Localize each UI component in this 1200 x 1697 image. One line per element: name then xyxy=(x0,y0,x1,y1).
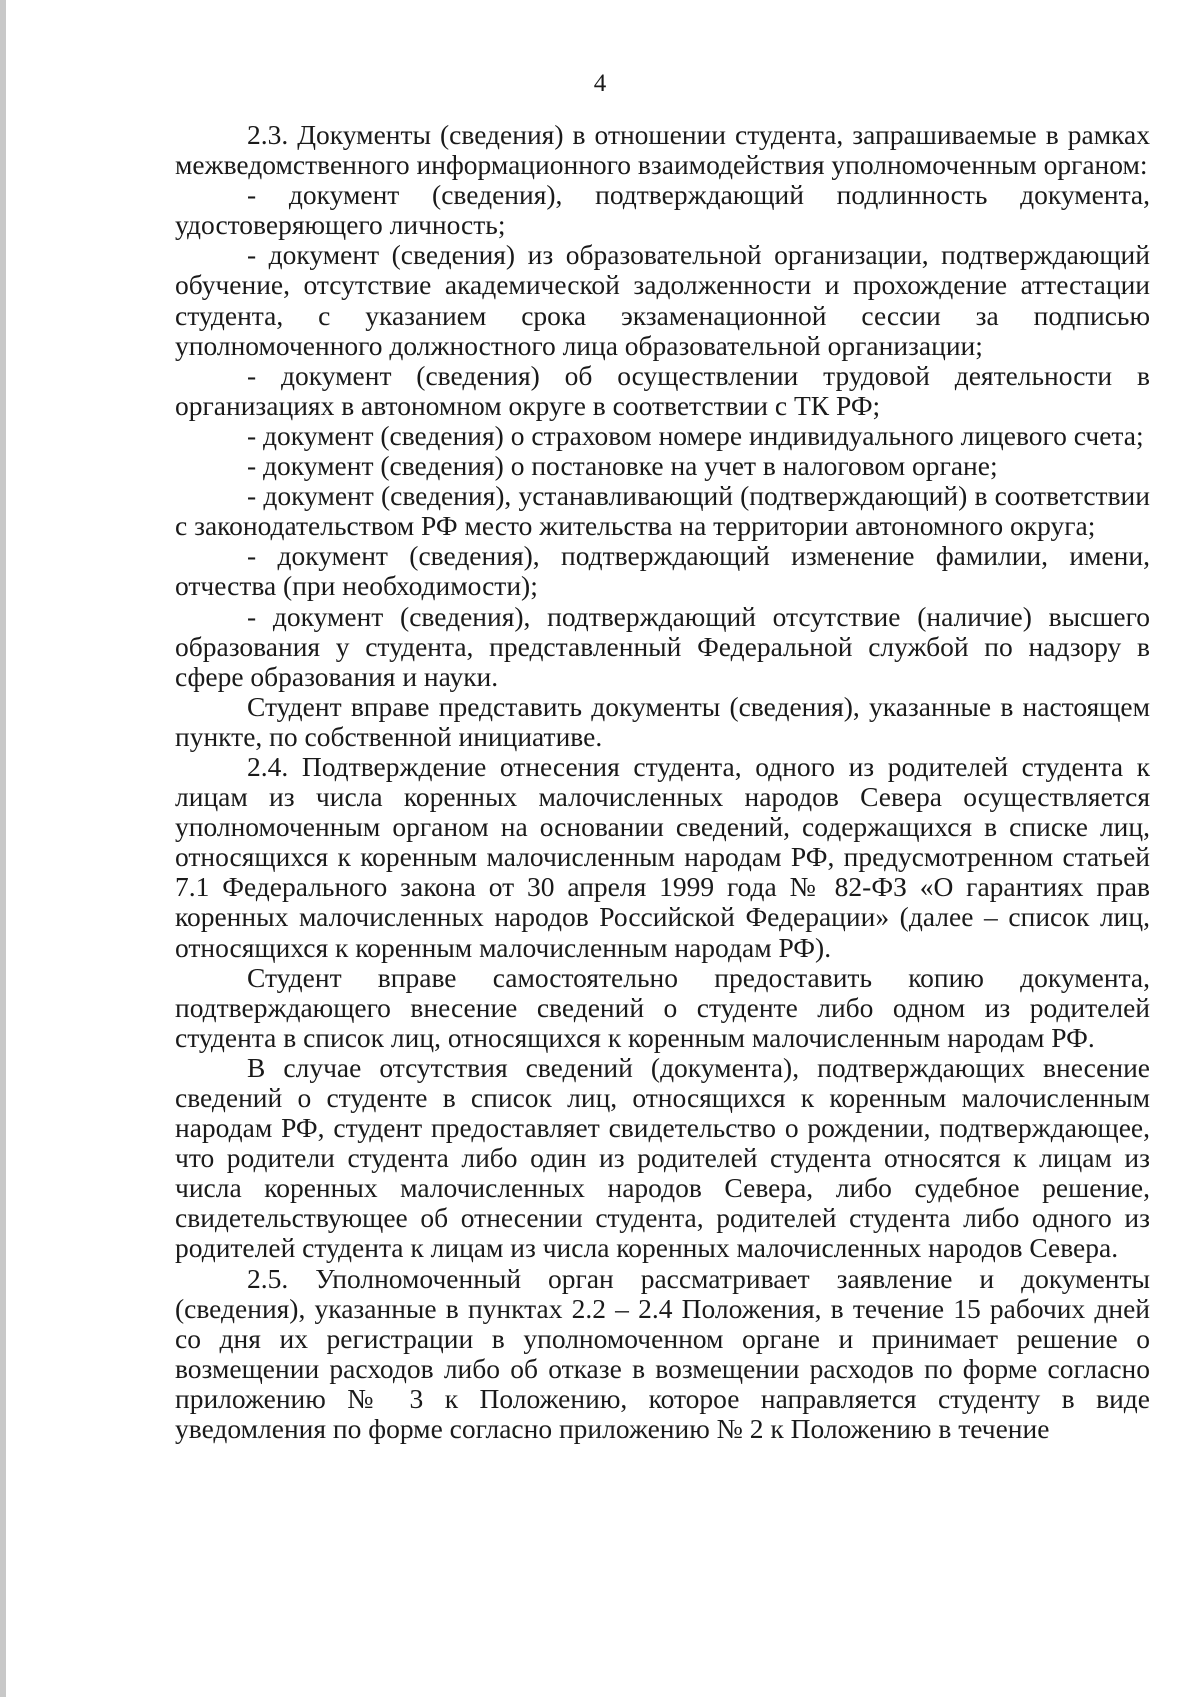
list-item-education-document: - документ (сведения) из образовательной организации, подтверждающий обучение, отсутствие академической задолженности и прохождение аттестации студента, с указанием срока экзаменационной сессии за подписью уполномоченного должностного лица образовательной организации; xyxy=(175,239,1150,361)
paragraph-2-3-intro: 2.3. Документы (сведения) в отношении студента, запрашиваемые в рамках межведомственного информационного взаимодействия уполномоченным органом: xyxy=(175,119,1150,181)
document-body xyxy=(175,120,1150,1444)
page-left-edge xyxy=(0,0,6,1697)
page-number: 4 xyxy=(593,70,607,97)
list-item-tax-registration-document: - документ (сведения) о постановке на учет в налоговом органе; xyxy=(247,450,998,482)
list-item-identity-document: - документ (сведения), подтверждающий подлинность документа, удостоверяющего личность; xyxy=(175,179,1150,241)
paragraph-student-initiative: Студент вправе представить документы (сведения), указанные в настоящем пункте, по собственной инициативе. xyxy=(175,690,1150,752)
paragraph-absence-of-records: В случае отсутствия сведений (документа), подтверждающих внесение сведений о студенте в список лиц, относящихся к коренным малочисленным народам РФ, студент предоставляет свидетельство о рождении, подтверждающее, что родители студента либо один из родителей студента относятся к лицам из числа коренных малочисленных народов Севера, либо судебное решение, свидетельствующее об отнесении студента, родителей студента либо одного из родителей студента к лицам из числа коренных малочисленных народов Севера. xyxy=(175,1051,1150,1264)
list-item-residence-document: - документ (сведения), устанавливающий (подтверждающий) в соответствии с законодательством РФ место жительства на территории автономного округа; xyxy=(175,480,1150,542)
list-item-name-change-document: - документ (сведения), подтверждающий изменение фамилии, имени, отчества (при необходимости); xyxy=(175,540,1150,602)
list-item-higher-education-document: - документ (сведения), подтверждающий отсутствие (наличие) высшего образования у студента, представленный Федеральной службой по надзору в сфере образования и науки. xyxy=(175,600,1150,692)
paragraph-student-copy: Студент вправе самостоятельно предоставить копию документа, подтверждающего внесение сведений о студенте либо одном из родителей студента в список лиц, относящихся к коренным малочисленным народам РФ. xyxy=(175,961,1150,1053)
list-item-employment-document: - документ (сведения) об осуществлении трудовой деятельности в организациях в автономном округе в соответствии с ТК РФ; xyxy=(175,359,1150,421)
list-item-insurance-number-document: - документ (сведения) о страховом номере индивидуального лицевого счета; xyxy=(247,419,1144,451)
paragraph-2-5: 2.5. Уполномоченный орган рассматривает заявление и документы (сведения), указанные в пунктах 2.2 – 2.4 Положения, в течение 15 рабочих дней со дня их регистрации в уполномоченном органе и принимает решение о возмещении расходов либо об отказе в возмещении расходов по форме согласно приложению № 3 к Положению, которое направляется студенту в виде уведомления по форме согласно приложению № 2 к Положению в течение xyxy=(175,1262,1150,1445)
paragraph-2-4: 2.4. Подтверждение отнесения студента, одного из родителей студента к лицам из числа коренных малочисленных народов Севера осуществляется уполномоченным органом на основании сведений, содержащихся в списке лиц, относящихся к коренным малочисленным народам РФ, предусмотренном статьей 7.1 Федерального закона от 30 апреля 1999 года № 82-ФЗ «О гарантиях прав коренных малочисленных народов Российской Федерации» (далее – список лиц, относящихся к коренным малочисленным народам РФ). xyxy=(175,750,1150,963)
